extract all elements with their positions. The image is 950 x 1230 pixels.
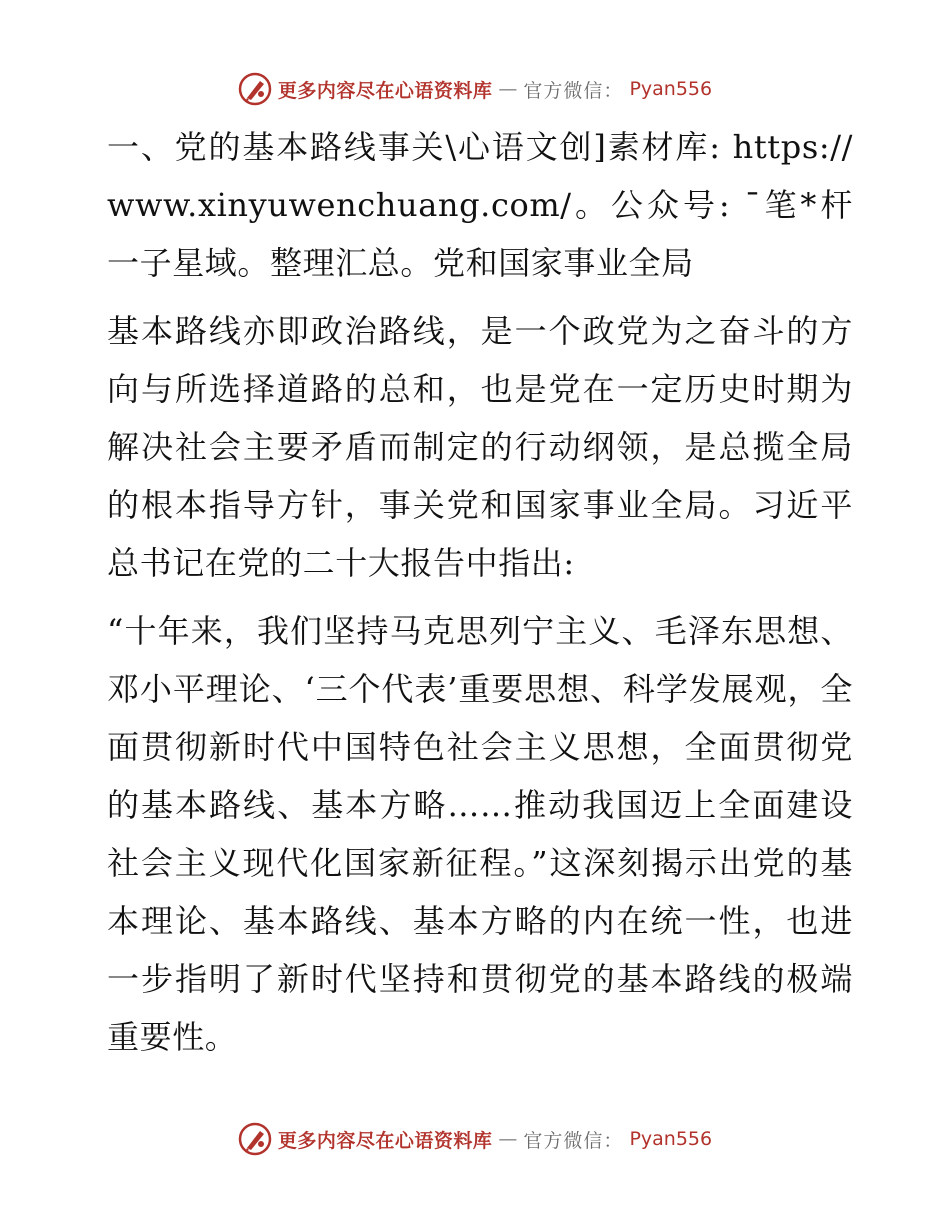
watermark-dash: —	[498, 1128, 518, 1150]
paragraph-heading: 一、党的基本路线事关\心语文创]素材库: https://www.xinyuwenchuang.com/。公众号: ¯笔*杆一子星域。整理汇总。党和国家事业全局	[107, 128, 853, 282]
header-watermark	[0, 72, 950, 106]
watermark-brand: 更多内容尽在心语资料库	[277, 1129, 493, 1152]
watermark-wechat-id: Pyan556	[629, 78, 713, 100]
footer-watermark	[0, 1122, 950, 1156]
watermark-label: 官方微信：	[523, 79, 624, 102]
paragraph-quote: “十年来，我们坚持马克思列宁主义、毛泽东思想、邓小平理论、‘三个代表’重要思想、科学发展观，全面贯彻新时代中国特色社会主义思想，全面贯彻党的基本路线、基本方略……推动我国迈上全面建设社会主义现代化国家新征程。”这深刻揭示出党的基本理论、基本路线、基本方略的内在统一性，也进一步指明了新时代坚持和贯彻党的基本路线的极端重要性。	[107, 612, 853, 1056]
watermark-dash: —	[498, 78, 518, 100]
watermark-label: 官方微信：	[523, 1129, 624, 1152]
watermark-brand: 更多内容尽在心语资料库	[277, 79, 493, 102]
watermark-wechat-id: Pyan556	[629, 1128, 713, 1150]
document-body	[97, 118, 853, 1066]
quill-pen-logo-icon	[238, 1122, 272, 1156]
paragraph-body-1: 基本路线亦即政治路线，是一个政党为之奋斗的方向与所选择道路的总和，也是党在一定历史时期为解决社会主要矛盾而制定的行动纲领，是总揽全局的根本指导方针，事关党和国家事业全局。习近平总书记在党的二十大报告中指出:	[107, 312, 853, 582]
quill-pen-logo-icon	[238, 72, 272, 106]
